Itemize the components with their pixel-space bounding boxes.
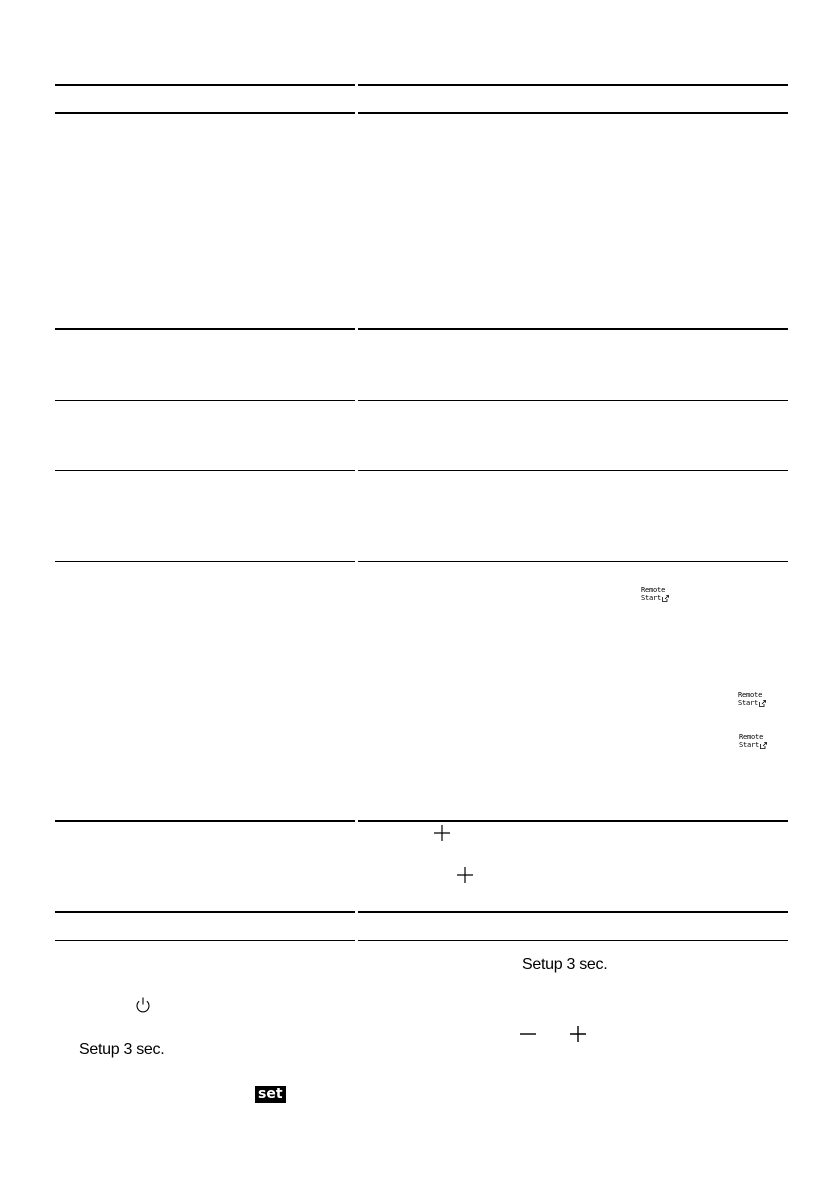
table-rule-top-left	[55, 84, 355, 86]
plus-icon	[456, 866, 474, 884]
remote-start-icon	[641, 586, 669, 602]
power-icon	[135, 996, 151, 1014]
table-rule-row3-left	[55, 470, 355, 471]
set-badge: set	[255, 1086, 286, 1103]
setup-3-sec-label: Setup 3 sec.	[79, 1041, 165, 1058]
remote-start-icon	[739, 733, 767, 749]
table-rule-row1-right	[358, 328, 788, 330]
table-rule-row4-left	[55, 561, 355, 562]
remote-start-label-line2: Start	[739, 741, 760, 749]
remote-start-label-line2: Start	[641, 594, 662, 602]
table-rule-top-right	[358, 84, 788, 86]
table-rule-row5-left	[55, 820, 355, 822]
remote-start-label-line1: Remote	[738, 691, 763, 699]
table-rule-section-sub-right	[358, 940, 788, 941]
table-rule-row5-right	[358, 820, 788, 822]
table-rule-header-left	[55, 112, 355, 114]
table-rule-header-right	[358, 112, 788, 114]
table-rule-row2-left	[55, 400, 355, 401]
remote-start-label-line1: Remote	[641, 586, 666, 594]
table-rule-section-left	[55, 911, 355, 913]
table-rule-section-sub-left	[55, 940, 355, 941]
external-link-icon	[760, 742, 767, 749]
remote-start-label-line2: Start	[738, 699, 759, 707]
remote-start-icon	[738, 691, 766, 707]
external-link-icon	[759, 700, 766, 707]
setup-3-sec-label: Setup 3 sec.	[522, 956, 608, 973]
minus-icon	[519, 1025, 537, 1043]
plus-icon	[569, 1025, 587, 1043]
table-rule-section-right	[358, 911, 788, 913]
plus-icon	[433, 824, 451, 842]
external-link-icon	[662, 595, 669, 602]
table-rule-row2-right	[358, 400, 788, 401]
remote-start-label-line1: Remote	[739, 733, 764, 741]
table-rule-row4-right	[358, 561, 788, 562]
table-rule-row1-left	[55, 328, 355, 330]
table-rule-row3-right	[358, 470, 788, 471]
